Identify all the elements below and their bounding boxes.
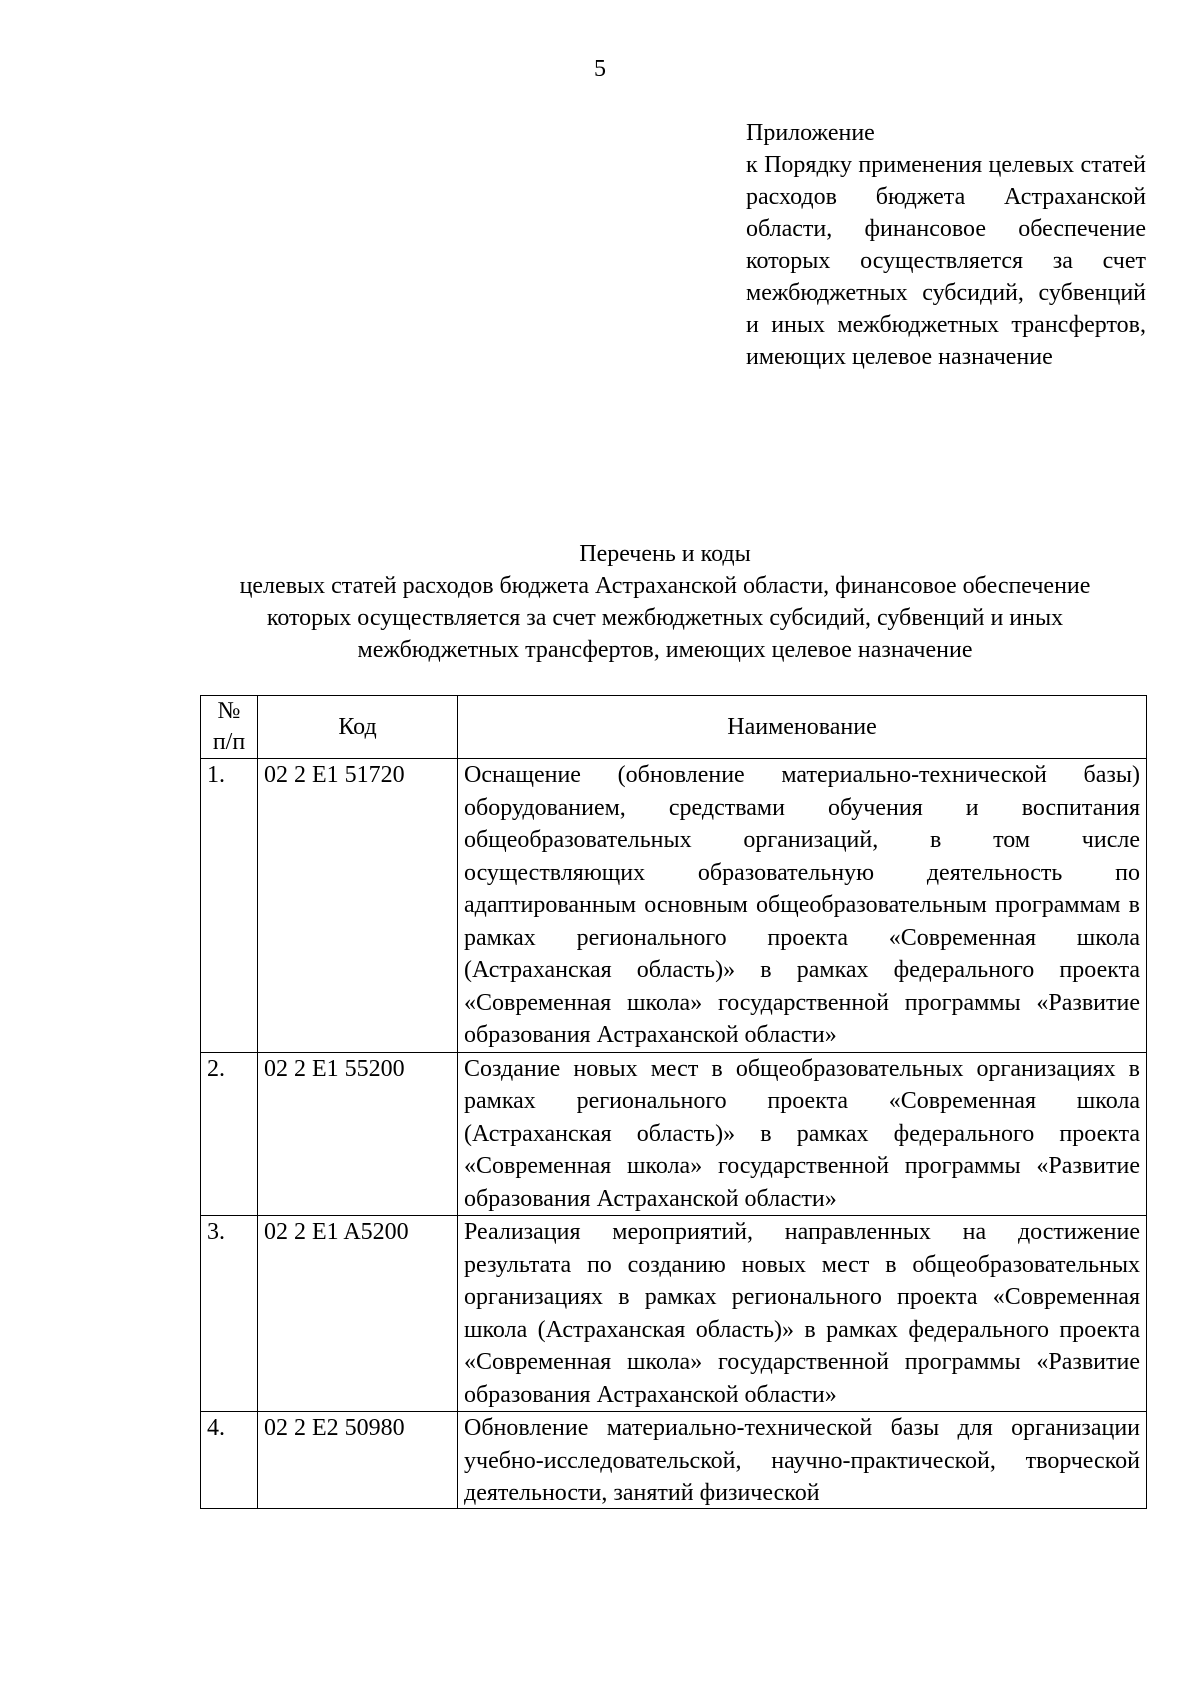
appendix-block bbox=[746, 117, 1146, 373]
row-num: 3. bbox=[201, 1216, 258, 1412]
row-name: Создание новых мест в общеобразовательных организациях в рамках регионального проекта «Современная школа (Астраханская область)» в рамках федерального проекта «Современная школа» государственной программы «Развитие образования Астраханской области» bbox=[458, 1052, 1147, 1216]
table-row bbox=[201, 1216, 1147, 1412]
document-heading bbox=[200, 538, 1130, 666]
page-number: 5 bbox=[594, 56, 606, 82]
row-num: 4. bbox=[201, 1412, 258, 1509]
row-code: 02 2 E1 55200 bbox=[258, 1052, 458, 1216]
heading-subtitle: целевых статей расходов бюджета Астраханской области, финансовое обеспечение которых осуществляется за счет межбюджетных субсидий, субвенций и иных межбюджетных трансфертов, имеющих целевое назначение bbox=[239, 573, 1091, 663]
header-name: Наименование bbox=[458, 696, 1147, 759]
heading-title: Перечень и коды bbox=[579, 541, 751, 567]
header-code: Код bbox=[258, 696, 458, 759]
row-code: 02 2 E1 51720 bbox=[258, 759, 458, 1053]
table-header-row bbox=[201, 696, 1147, 759]
row-name-cell bbox=[458, 1412, 1147, 1509]
table-row bbox=[201, 1052, 1147, 1216]
codes-table bbox=[200, 695, 1147, 1509]
appendix-title: Приложение bbox=[746, 120, 875, 146]
header-num: № п/п bbox=[201, 696, 258, 759]
appendix-text: к Порядку применения целевых статей расходов бюджета Астраханской области, финансовое обеспечение которых осуществляется за счет межбюджетных субсидий, субвенций и иных межбюджетных трансфертов, имеющих целевое назначение bbox=[746, 152, 1146, 370]
table-row bbox=[201, 1412, 1147, 1509]
row-name: Оснащение (обновление материально-технической базы) оборудованием, средствами обучения и воспитания общеобразовательных организаций, в том числе осуществляющих образовательную деятельность по адаптированным основным общеобразовательным программам в рамках регионального проекта «Современная школа (Астраханская область)» в рамках федерального проекта «Современная школа» государственной программы «Развитие образования Астраханской области» bbox=[458, 759, 1147, 1053]
row-code: 02 2 E1 A5200 bbox=[258, 1216, 458, 1412]
row-name: Реализация мероприятий, направленных на достижение результата по созданию новых мест в общеобразовательных организациях в рамках регионального проекта «Современная школа (Астраханская область)» в рамках федерального проекта «Современная школа» государственной программы «Развитие образования Астраханской области» bbox=[458, 1216, 1147, 1412]
row-num: 2. bbox=[201, 1052, 258, 1216]
row-num: 1. bbox=[201, 759, 258, 1053]
row-code: 02 2 E2 50980 bbox=[258, 1412, 458, 1509]
row-name: Обновление материально-технической базы для организации учебно-исследовательской, научно-практической, творческой деятельности, занятий физической bbox=[464, 1415, 1140, 1506]
table-row bbox=[201, 759, 1147, 1053]
